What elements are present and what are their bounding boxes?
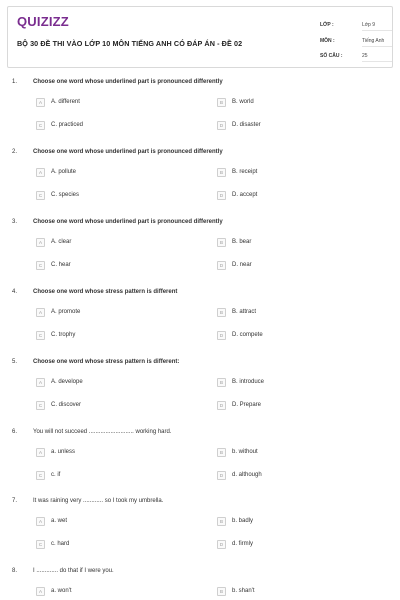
question-text: Choose one word whose underlined part is pronounced differently	[33, 149, 223, 155]
meta-question-count-label: SỐ CÂU :	[320, 53, 343, 59]
question-number: 4.	[12, 289, 18, 295]
option-label: D. accept	[232, 192, 258, 198]
option-label: C. species	[51, 192, 80, 198]
option-checkbox[interactable]: D	[217, 121, 226, 130]
question-number: 2.	[12, 149, 18, 155]
option-checkbox[interactable]: D	[217, 471, 226, 480]
option-checkbox[interactable]: B	[217, 517, 226, 526]
option-label: A. clear	[51, 239, 72, 245]
option-label: c. if	[51, 472, 61, 478]
option-checkbox[interactable]: C	[36, 471, 45, 480]
question-text: I ............. do that if I were you.	[33, 568, 114, 574]
question-text: It was raining very ............ so I took my umbrella.	[33, 498, 164, 504]
option-checkbox[interactable]: B	[217, 98, 226, 107]
option-checkbox[interactable]: A	[36, 517, 45, 526]
option-label: A. pollute	[51, 169, 77, 175]
option-checkbox[interactable]: D	[217, 261, 226, 270]
option-checkbox[interactable]: A	[36, 238, 45, 247]
option-checkbox[interactable]: A	[36, 308, 45, 317]
option-checkbox[interactable]: A	[36, 98, 45, 107]
option-checkbox[interactable]: B	[217, 238, 226, 247]
meta-class-label: LỚP :	[320, 22, 334, 28]
option-label: D. disaster	[232, 122, 261, 128]
option-checkbox[interactable]: B	[217, 378, 226, 387]
option-label: d. although	[232, 472, 262, 478]
meta-class-value: Lớp 9	[362, 22, 392, 31]
option-label: D. Prepare	[232, 402, 262, 408]
document-header	[7, 6, 393, 68]
option-checkbox[interactable]: D	[217, 540, 226, 549]
option-label: C. discover	[51, 402, 82, 408]
option-checkbox[interactable]: D	[217, 401, 226, 410]
option-checkbox[interactable]: B	[217, 168, 226, 177]
question-number: 7.	[12, 498, 18, 504]
option-checkbox[interactable]: B	[217, 308, 226, 317]
option-label: d. firmly	[232, 541, 253, 547]
option-label: C. hear	[51, 262, 71, 268]
question-number: 5.	[12, 359, 18, 365]
question-text: Choose one word whose underlined part is pronounced differently	[33, 79, 223, 85]
option-label: A. promote	[51, 309, 81, 315]
question-text: Choose one word whose stress pattern is different	[33, 289, 178, 295]
option-label: b. shan't	[232, 588, 255, 594]
option-label: D. compete	[232, 332, 263, 338]
option-label: a. wet	[51, 518, 68, 524]
option-label: b. without	[232, 449, 258, 455]
option-checkbox[interactable]: A	[36, 448, 45, 457]
option-label: a. won't	[51, 588, 72, 594]
option-label: c. hard	[51, 541, 70, 547]
option-checkbox[interactable]: C	[36, 401, 45, 410]
option-checkbox[interactable]: C	[36, 540, 45, 549]
option-checkbox[interactable]: C	[36, 331, 45, 340]
option-checkbox[interactable]: D	[217, 191, 226, 200]
question-number: 6.	[12, 429, 18, 435]
option-label: C. trophy	[51, 332, 76, 338]
option-checkbox[interactable]: A	[36, 378, 45, 387]
document-title: BỘ 30 ĐỀ THI VÀO LỚP 10 MÔN TIẾNG ANH CÓ ĐÁP ÁN - ĐỀ 02	[17, 39, 243, 48]
option-checkbox[interactable]: B	[217, 448, 226, 457]
option-checkbox[interactable]: C	[36, 121, 45, 130]
option-label: A. develope	[51, 379, 83, 385]
option-label: B. attract	[232, 309, 257, 315]
question-text: Choose one word whose underlined part is pronounced differently	[33, 219, 223, 225]
meta-subject-label: MÔN :	[320, 38, 335, 44]
option-checkbox[interactable]: B	[217, 587, 226, 596]
option-label: D. near	[232, 262, 252, 268]
option-label: a. unless	[51, 449, 76, 455]
meta-question-count-value: 25	[362, 53, 392, 62]
quizizz-logo: QUIZIZZ	[17, 14, 69, 29]
option-label: C. practiced	[51, 122, 84, 128]
option-checkbox[interactable]: D	[217, 331, 226, 340]
question-text: Choose one word whose stress pattern is different:	[33, 359, 180, 365]
option-label: B. bear	[232, 239, 252, 245]
question-number: 1.	[12, 79, 18, 85]
option-checkbox[interactable]: C	[36, 261, 45, 270]
option-label: B. receipt	[232, 169, 258, 175]
question-text: You will not succeed ........................... working hard.	[33, 429, 172, 435]
option-checkbox[interactable]: A	[36, 587, 45, 596]
option-checkbox[interactable]: C	[36, 191, 45, 200]
question-number: 8.	[12, 568, 18, 574]
option-checkbox[interactable]: A	[36, 168, 45, 177]
question-number: 3.	[12, 219, 18, 225]
option-label: A. different	[51, 99, 80, 105]
option-label: b. badly	[232, 518, 254, 524]
meta-subject-value: Tiếng Anh	[362, 38, 392, 47]
option-label: B. world	[232, 99, 254, 105]
option-label: B. introduce	[232, 379, 265, 385]
